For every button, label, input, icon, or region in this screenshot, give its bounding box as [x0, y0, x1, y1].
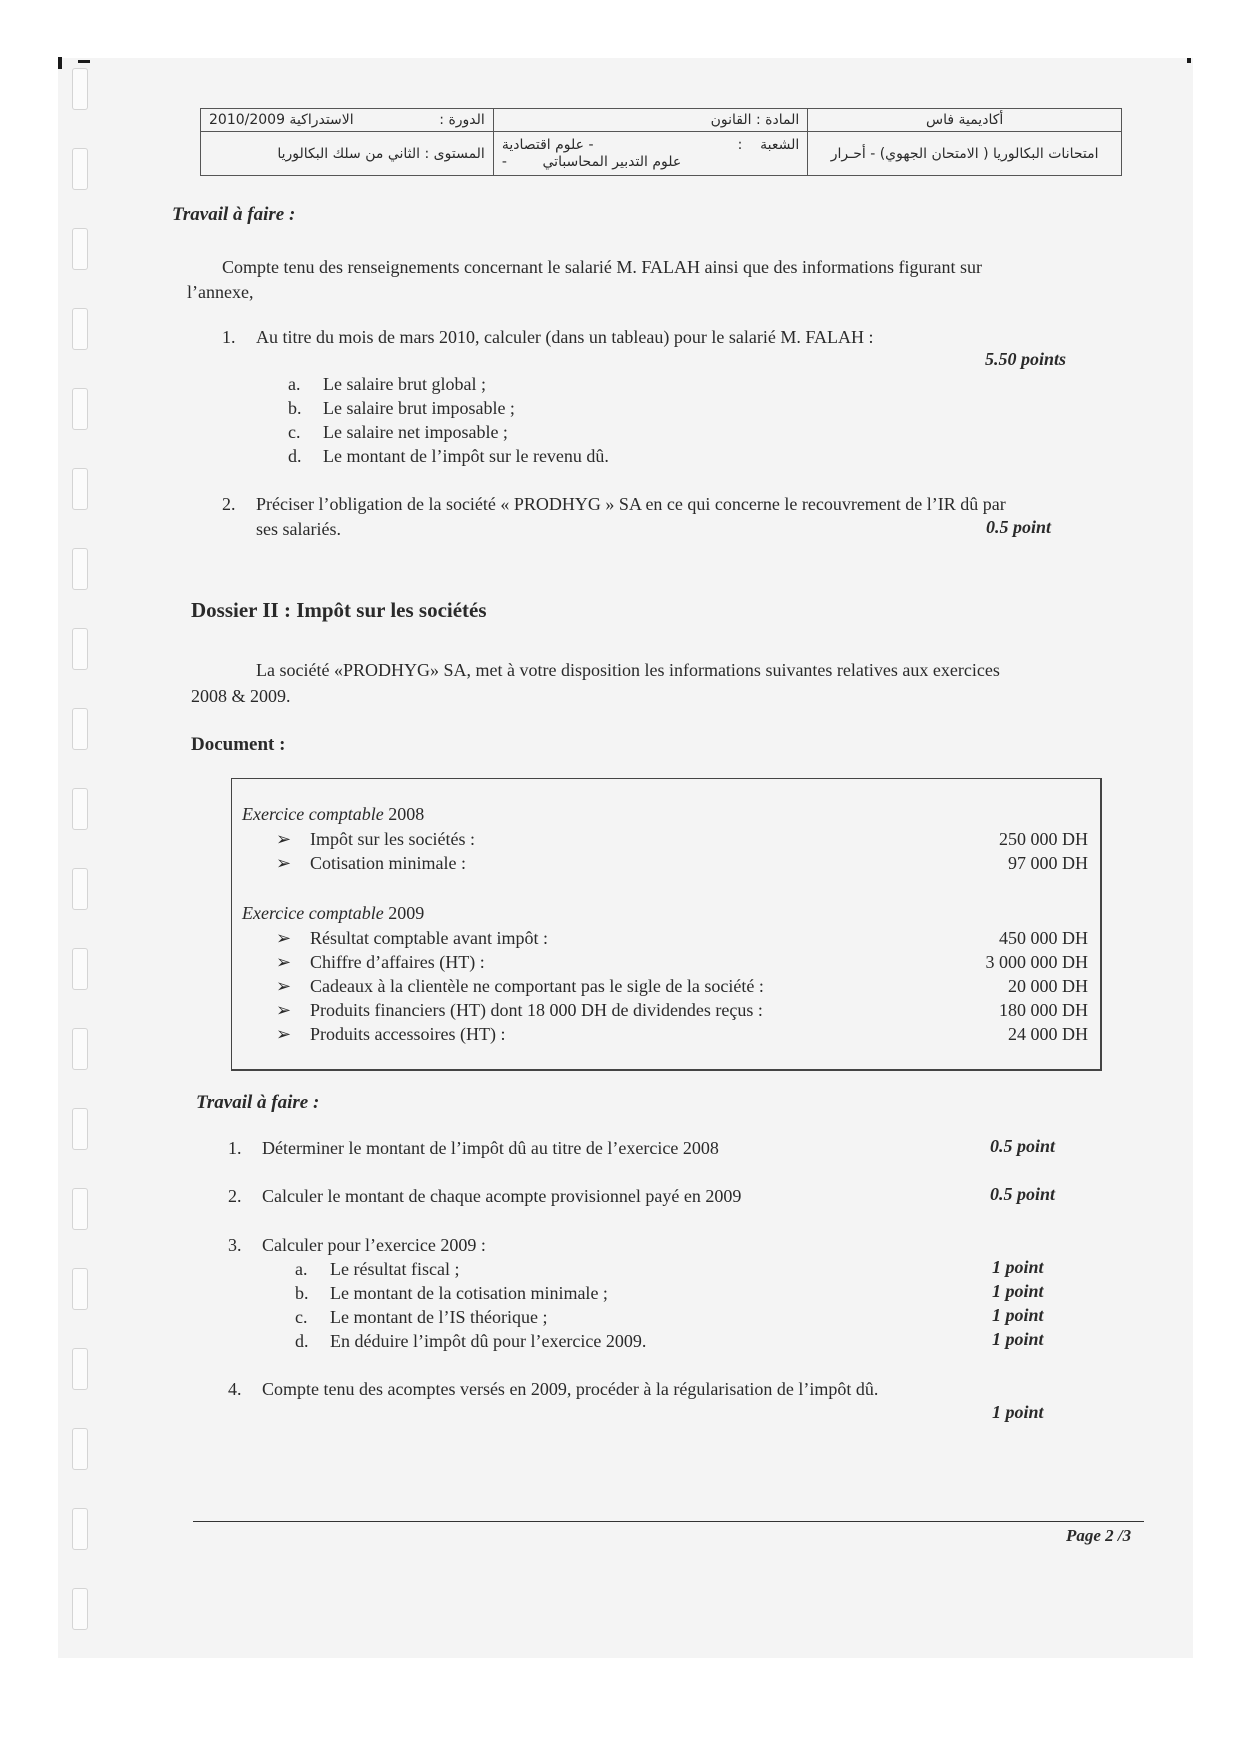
travail-heading-1: Travail à faire : [172, 204, 296, 225]
item-label: Cadeaux à la clientèle ne comportant pas le sigle de la société : [310, 976, 764, 996]
list-item [276, 1000, 1088, 1024]
exam-title: امتحانات البكالوريا ( الامتحان الجهوي) - أحـرار [830, 145, 1099, 162]
list-item [276, 829, 1088, 853]
colon: : [737, 136, 743, 153]
question-4-text: Compte tenu des acomptes versés en 2009, procéder à la régularisation de l’impôt dû. [262, 1379, 879, 1399]
question-number: 2. [222, 494, 236, 514]
question-3-text: Calculer pour l’exercice 2009 : [262, 1235, 486, 1255]
binder-hole [72, 1348, 88, 1390]
subject-value: القانون [710, 112, 752, 129]
page-number: Page 2 /3 [1066, 1526, 1132, 1545]
item-label: Cotisation minimale : [310, 853, 466, 873]
intro-text-line1: Compte tenu des renseignements concernant le salarié M. FALAH ainsi que des informations figurant sur [222, 257, 982, 277]
question-2-text: Préciser l’obligation de la société « PRODHYG » SA en ce qui concerne le recouvrement de l’IR dû par [256, 494, 1006, 514]
exercise-year: 2009 [388, 903, 425, 923]
list-item [276, 853, 1088, 877]
intro-text-line2: l’annexe, [187, 282, 254, 302]
colon: : [755, 112, 761, 129]
arrow-bullet-icon: ➢ [276, 952, 292, 972]
dash: - [501, 153, 507, 170]
item-points: 1 point [992, 1305, 1044, 1325]
item-text: Le montant de l’IS théorique ; [330, 1307, 548, 1327]
list-item [276, 1024, 1088, 1048]
item-letter: b. [288, 398, 302, 418]
item-text: Le montant de l’impôt sur le revenu dû. [323, 446, 609, 466]
list-item [288, 420, 301, 444]
question-points: 0.5 point [990, 1136, 1056, 1156]
item-text: Le salaire brut global ; [323, 374, 486, 394]
item-letter: d. [288, 446, 302, 466]
binder-hole [72, 228, 88, 270]
session-label: الدورة [448, 112, 485, 129]
question-1-text: Au titre du mois de mars 2010, calculer (dans un tableau) pour le salarié M. FALAH : [256, 327, 874, 347]
header-academy-cell [808, 109, 1122, 132]
item-points: 1 point [992, 1257, 1044, 1277]
branch-label: الشعبة [760, 136, 800, 153]
colon: : [424, 145, 430, 162]
binder-hole [72, 1588, 88, 1630]
binder-hole [72, 868, 88, 910]
binder-hole [72, 1428, 88, 1470]
question-number: 1. [222, 327, 236, 347]
binder-hole [72, 308, 88, 350]
item-points: 1 point [992, 1281, 1044, 1301]
exercise-2008-title [242, 804, 424, 825]
header-session-cell [201, 109, 494, 132]
header-subject-cell [493, 109, 807, 132]
item-letter: d. [295, 1331, 309, 1351]
header-exam-cell [808, 132, 1122, 176]
dossier-intro-line2: 2008 & 2009. [191, 686, 291, 706]
item-label: Impôt sur les sociétés : [310, 829, 475, 849]
level-value: الثاني من سلك البكالوريا [277, 145, 421, 162]
item-value: 450 000 DH [999, 928, 1088, 948]
arrow-bullet-icon: ➢ [276, 1000, 292, 1020]
header-branch-cell [493, 132, 807, 176]
exercise-label: Exercice comptable [242, 804, 384, 824]
item-text: Le salaire net imposable ; [323, 422, 508, 442]
item-text: En déduire l’impôt dû pour l’exercice 2009. [330, 1331, 647, 1351]
item-label: Chiffre d’affaires (HT) : [310, 952, 485, 972]
list-item [288, 396, 302, 420]
binder-hole [72, 388, 88, 430]
binder-hole [72, 948, 88, 990]
document-label: Document : [191, 734, 286, 755]
item-points: 1 point [992, 1329, 1044, 1349]
item-value: 180 000 DH [999, 1000, 1088, 1020]
question-2-points: 0.5 point [986, 517, 1052, 537]
list-item [323, 420, 508, 444]
session-value: الاستدراكية 2010/2009 [209, 112, 354, 129]
list-item [276, 976, 1088, 1000]
branch-economic: - علوم اقتصادية [501, 136, 594, 153]
item-letter: b. [295, 1283, 309, 1303]
scan-mark [1187, 58, 1191, 63]
document-box [231, 778, 1102, 1071]
item-label: Produits accessoires (HT) : [310, 1024, 506, 1044]
exercise-year: 2008 [388, 804, 425, 824]
list-item [323, 372, 486, 396]
list-item [288, 372, 301, 396]
arrow-bullet-icon: ➢ [276, 1024, 292, 1044]
exercise-label: Exercice comptable [242, 903, 384, 923]
list-item [323, 444, 609, 468]
question-points: 0.5 point [990, 1184, 1056, 1204]
item-label: Résultat comptable avant impôt : [310, 928, 548, 948]
item-value: 3 000 000 DH [985, 952, 1088, 972]
list-item [276, 928, 1088, 952]
arrow-bullet-icon: ➢ [276, 976, 292, 996]
item-letter: c. [288, 422, 301, 442]
binder-hole [72, 1508, 88, 1550]
item-text: Le salaire brut imposable ; [323, 398, 515, 418]
binder-hole [72, 1188, 88, 1230]
question-4-points: 1 point [992, 1402, 1044, 1422]
question-number: 1. [228, 1138, 242, 1158]
exercise-2009-title [242, 903, 424, 924]
binder-holes [72, 58, 92, 1658]
question-2-text-cont: ses salariés. [256, 519, 341, 539]
binder-hole [72, 628, 88, 670]
question-text: Déterminer le montant de l’impôt dû au titre de l’exercice 2008 [262, 1138, 719, 1158]
binder-hole [72, 1028, 88, 1070]
binder-hole [72, 68, 88, 110]
item-text: Le résultat fiscal ; [330, 1259, 460, 1279]
binder-hole [72, 788, 88, 830]
binder-hole [72, 1108, 88, 1150]
binder-hole [72, 468, 88, 510]
item-text: Le montant de la cotisation minimale ; [330, 1283, 608, 1303]
dossier-2-title: Dossier II : Impôt sur les sociétés [191, 598, 487, 622]
list-item [288, 444, 302, 468]
item-letter: a. [288, 374, 301, 394]
item-value: 97 000 DH [1008, 853, 1088, 873]
arrow-bullet-icon: ➢ [276, 853, 292, 873]
colon: : [439, 112, 444, 129]
binder-hole [72, 548, 88, 590]
binder-hole [72, 1268, 88, 1310]
header-level-cell [201, 132, 494, 176]
list-item [323, 396, 515, 420]
item-value: 250 000 DH [999, 829, 1088, 849]
question-number: 4. [228, 1379, 242, 1399]
exam-header-table [200, 108, 1122, 176]
academy-name: أكاديمية فاس [925, 112, 1004, 129]
binder-hole [72, 148, 88, 190]
question-number: 2. [228, 1186, 242, 1206]
item-letter: c. [295, 1307, 308, 1327]
list-item [276, 952, 1088, 976]
travail-heading-2: Travail à faire : [196, 1092, 320, 1113]
question-text: Calculer le montant de chaque acompte provisionnel payé en 2009 [262, 1186, 742, 1206]
item-letter: a. [295, 1259, 308, 1279]
branch-accounting: علوم التدبير المحاسباتي [542, 153, 682, 170]
arrow-bullet-icon: ➢ [276, 928, 292, 948]
item-value: 24 000 DH [1008, 1024, 1088, 1044]
arrow-bullet-icon: ➢ [276, 829, 292, 849]
level-label: المستوى [433, 145, 485, 162]
question-1-points: 5.50 points [985, 349, 1067, 369]
dossier-intro-line1: La société «PRODHYG» SA, met à votre disposition les informations suivantes relatives aux exercices [256, 660, 1000, 680]
item-value: 20 000 DH [1008, 976, 1088, 996]
question-number: 3. [228, 1235, 242, 1255]
item-label: Produits financiers (HT) dont 18 000 DH de dividendes reçus : [310, 1000, 763, 1020]
subject-label: المادة [765, 112, 800, 129]
footer-divider [193, 1521, 1144, 1522]
scan-mark [58, 57, 62, 69]
binder-hole [72, 708, 88, 750]
